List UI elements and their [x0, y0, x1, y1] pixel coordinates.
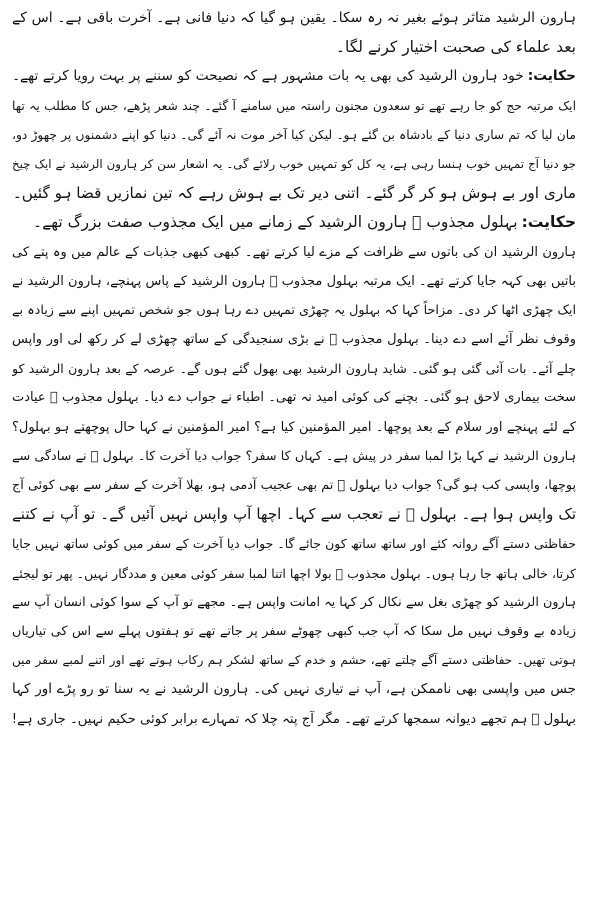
text-line — [12, 150, 576, 179]
paragraph-text: جو دنیا آج تمہیں خوب ہنسا رہی ہے، یہ کل کو تمہیں خوب رلائے گی۔ یہ اشعار سن کر ہارون الرشید نے ایک چیخ — [12, 156, 576, 171]
text-line — [12, 471, 576, 500]
text-line — [12, 529, 576, 558]
text-line — [12, 675, 576, 704]
paragraph-text: چلے آئے۔ بات آئی گئی ہو گئی۔ شاید ہارون الرشید بھی بھول گئے ہوں گے۔ عرصہ کے بعد ہارون الرشید کو — [12, 361, 576, 377]
text-line — [12, 208, 576, 237]
text-line — [12, 121, 576, 150]
paragraph-text: ہارون الرشید کو چھڑی بغل سے نکال کر کہا یہ امانت واپس ہے۔ مجھے تو آپ کے سوا کوئی انسان آپ سے — [12, 594, 576, 610]
text-line — [12, 588, 576, 617]
paragraph-text: بہلول مجذوب ﷫ ہارون الرشید کے زمانے میں ایک مجذوب صفت بزرگ تھے۔ — [33, 213, 518, 232]
paragraph-text: کرتا، خالی ہاتھ جا رہا ہوں۔ بہلول مجذوب ﷫ بولا اچھا اتنا لمبا سفر کوئی معین و مددگار نہیں۔ پھر تو لیجئے — [12, 565, 576, 581]
text-line — [12, 559, 576, 588]
paragraph-text: جس میں واپسی بھی ناممکن ہے، آپ نے تیاری نہیں کی۔ ہارون الرشید نے یہ سنا تو رو پڑے اور کہا — [12, 681, 576, 698]
paragraph-text: ہارون الرشید نے کہا بڑا لمبا سفر در پیش ہے۔ کہاں کا سفر؟ جواب دیا آخرت کا۔ بہلول ﷫ نے سادگی سے — [12, 448, 576, 464]
text-line — [12, 705, 576, 734]
text-line — [12, 267, 576, 296]
paragraph-text: ہوتی تھیں۔ حفاظتی دستے آگے چلتے تھے، حشم و خدم کے ساتھ لشکر ہم رکاب ہوتے تھے اور اتنے لمبے سفر میں — [12, 653, 576, 668]
paragraph-text: مان لیا کہ تم ساری دنیا کے بادشاہ بن گئے ہو۔ لیکن کیا آخر موت نہ آئے گی۔ دنیا کو اپنے دشمنوں پر چھوڑ دو، — [12, 127, 576, 142]
paragraph-text: ہارون الرشید ان کی باتوں سے ظرافت کے مزے لیا کرتے تھے۔ کبھی کبھی جذبات کے عالم میں وہ پتے کی — [12, 244, 576, 260]
text-line — [12, 500, 576, 529]
paragraph-text: ماری اور بے ہوش ہو کر گر گئے۔ اتنی دیر تک بے ہوش رہے کہ تین نمازیں قضا ہو گئیں۔ — [12, 184, 576, 203]
text-line — [12, 179, 576, 208]
paragraph-text: کے لئے پہنچے اور سلام کے بعد پوچھا۔ امیر المؤمنین کیا ہے؟ امیر المؤمنین نے کہا حال پوچھتے ہو بہلول؟ — [12, 419, 576, 435]
section-heading: حکایت: — [527, 68, 576, 85]
paragraph-text: حفاظتی دستے آگے روانہ کئے اور ساتھ ساتھ کون جائے گا۔ جواب دیا آخرت کے سفر میں کوئی ساتھ نہیں جایا — [12, 536, 576, 552]
section-heading: حکایت: — [521, 213, 576, 232]
text-line — [12, 296, 576, 325]
text-line — [12, 354, 576, 383]
paragraph-text: بعد علماء کی صحبت اختیار کرنے لگا۔ — [335, 38, 576, 57]
paragraph-text: خود ہارون الرشید کی بھی یہ بات مشہور ہے کہ نصیحت کو سننے پر بہت رویا کرتے تھے۔ — [12, 68, 524, 85]
text-line — [12, 62, 576, 91]
text-line — [12, 238, 576, 267]
text-line — [12, 383, 576, 412]
paragraph-text: سخت بیماری لاحق ہو گئی۔ بچنے کی کوئی امید نہ تھی۔ اطباء نے جواب دے دیا۔ بہلول مجذوب ﷫ عیادت — [12, 390, 576, 406]
paragraph-text: ایک مرتبہ حج کو جا رہے تھے تو سعدون مجنون راستہ میں سامنے آ گئے۔ چند شعر پڑھے، جس کا مطلب یہ تھا — [12, 98, 576, 113]
paragraph-text: ایک چھڑی اٹھا کر دی۔ مزاحاً کہا کہ بہلول یہ چھڑی تمہیں دے رہا ہوں جو شخص تمہیں اپنے سے زیادہ بے — [12, 302, 576, 318]
text-line — [12, 4, 576, 33]
text-line — [12, 92, 576, 121]
paragraph-text: بہلول ﷫ ہم تجھے دیوانہ سمجھا کرتے تھے۔ مگر آج پتہ چلا کہ تمہارے برابر کوئی حکیم نہیں۔ جاری ہے! — [12, 711, 576, 727]
paragraph-text: وقوف نظر آئے اسے دے دینا۔ بہلول مجذوب ﷫ نے بڑی سنجیدگی کے ساتھ چھڑی لے کر رکھ لی اور واپس — [12, 332, 576, 348]
paragraph-text: پوچھا، واپسی کب ہو گی؟ جواب دیا بہلول ﷫ تم بھی عجیب آدمی ہو، بھلا آخرت کے سفر سے بھی کوئی آج — [12, 478, 576, 493]
text-line — [12, 33, 576, 62]
text-line — [12, 325, 576, 354]
paragraph-text: تک واپس ہوا ہے۔ بہلول ﷫ نے تعجب سے کہا۔ اچھا آپ واپس نہیں آئیں گے۔ تو آپ نے کتنے — [12, 505, 576, 524]
text-line — [12, 413, 576, 442]
paragraph-text: زیادہ بے وقوف نہیں مل سکا کہ آپ جب کبھی چھوٹے سفر پر جاتے تھے تو ہفتوں پہلے سے اس کی تیاریاں — [12, 623, 576, 639]
text-line — [12, 442, 576, 471]
paragraph-text: ہارون الرشید متاثر ہوئے بغیر نہ رہ سکا۔ یقین ہو گیا کہ دنیا فانی ہے۔ آخرت باقی ہے۔ اس کے — [12, 10, 576, 26]
text-line — [12, 646, 576, 675]
text-line — [12, 617, 576, 646]
paragraph-text: باتیں بھی کہہ جایا کرتے تھے۔ ایک مرتبہ بہلول مجذوب ﷫ ہارون الرشید کے پاس پہنچے، ہارون الرشید نے — [12, 273, 576, 289]
